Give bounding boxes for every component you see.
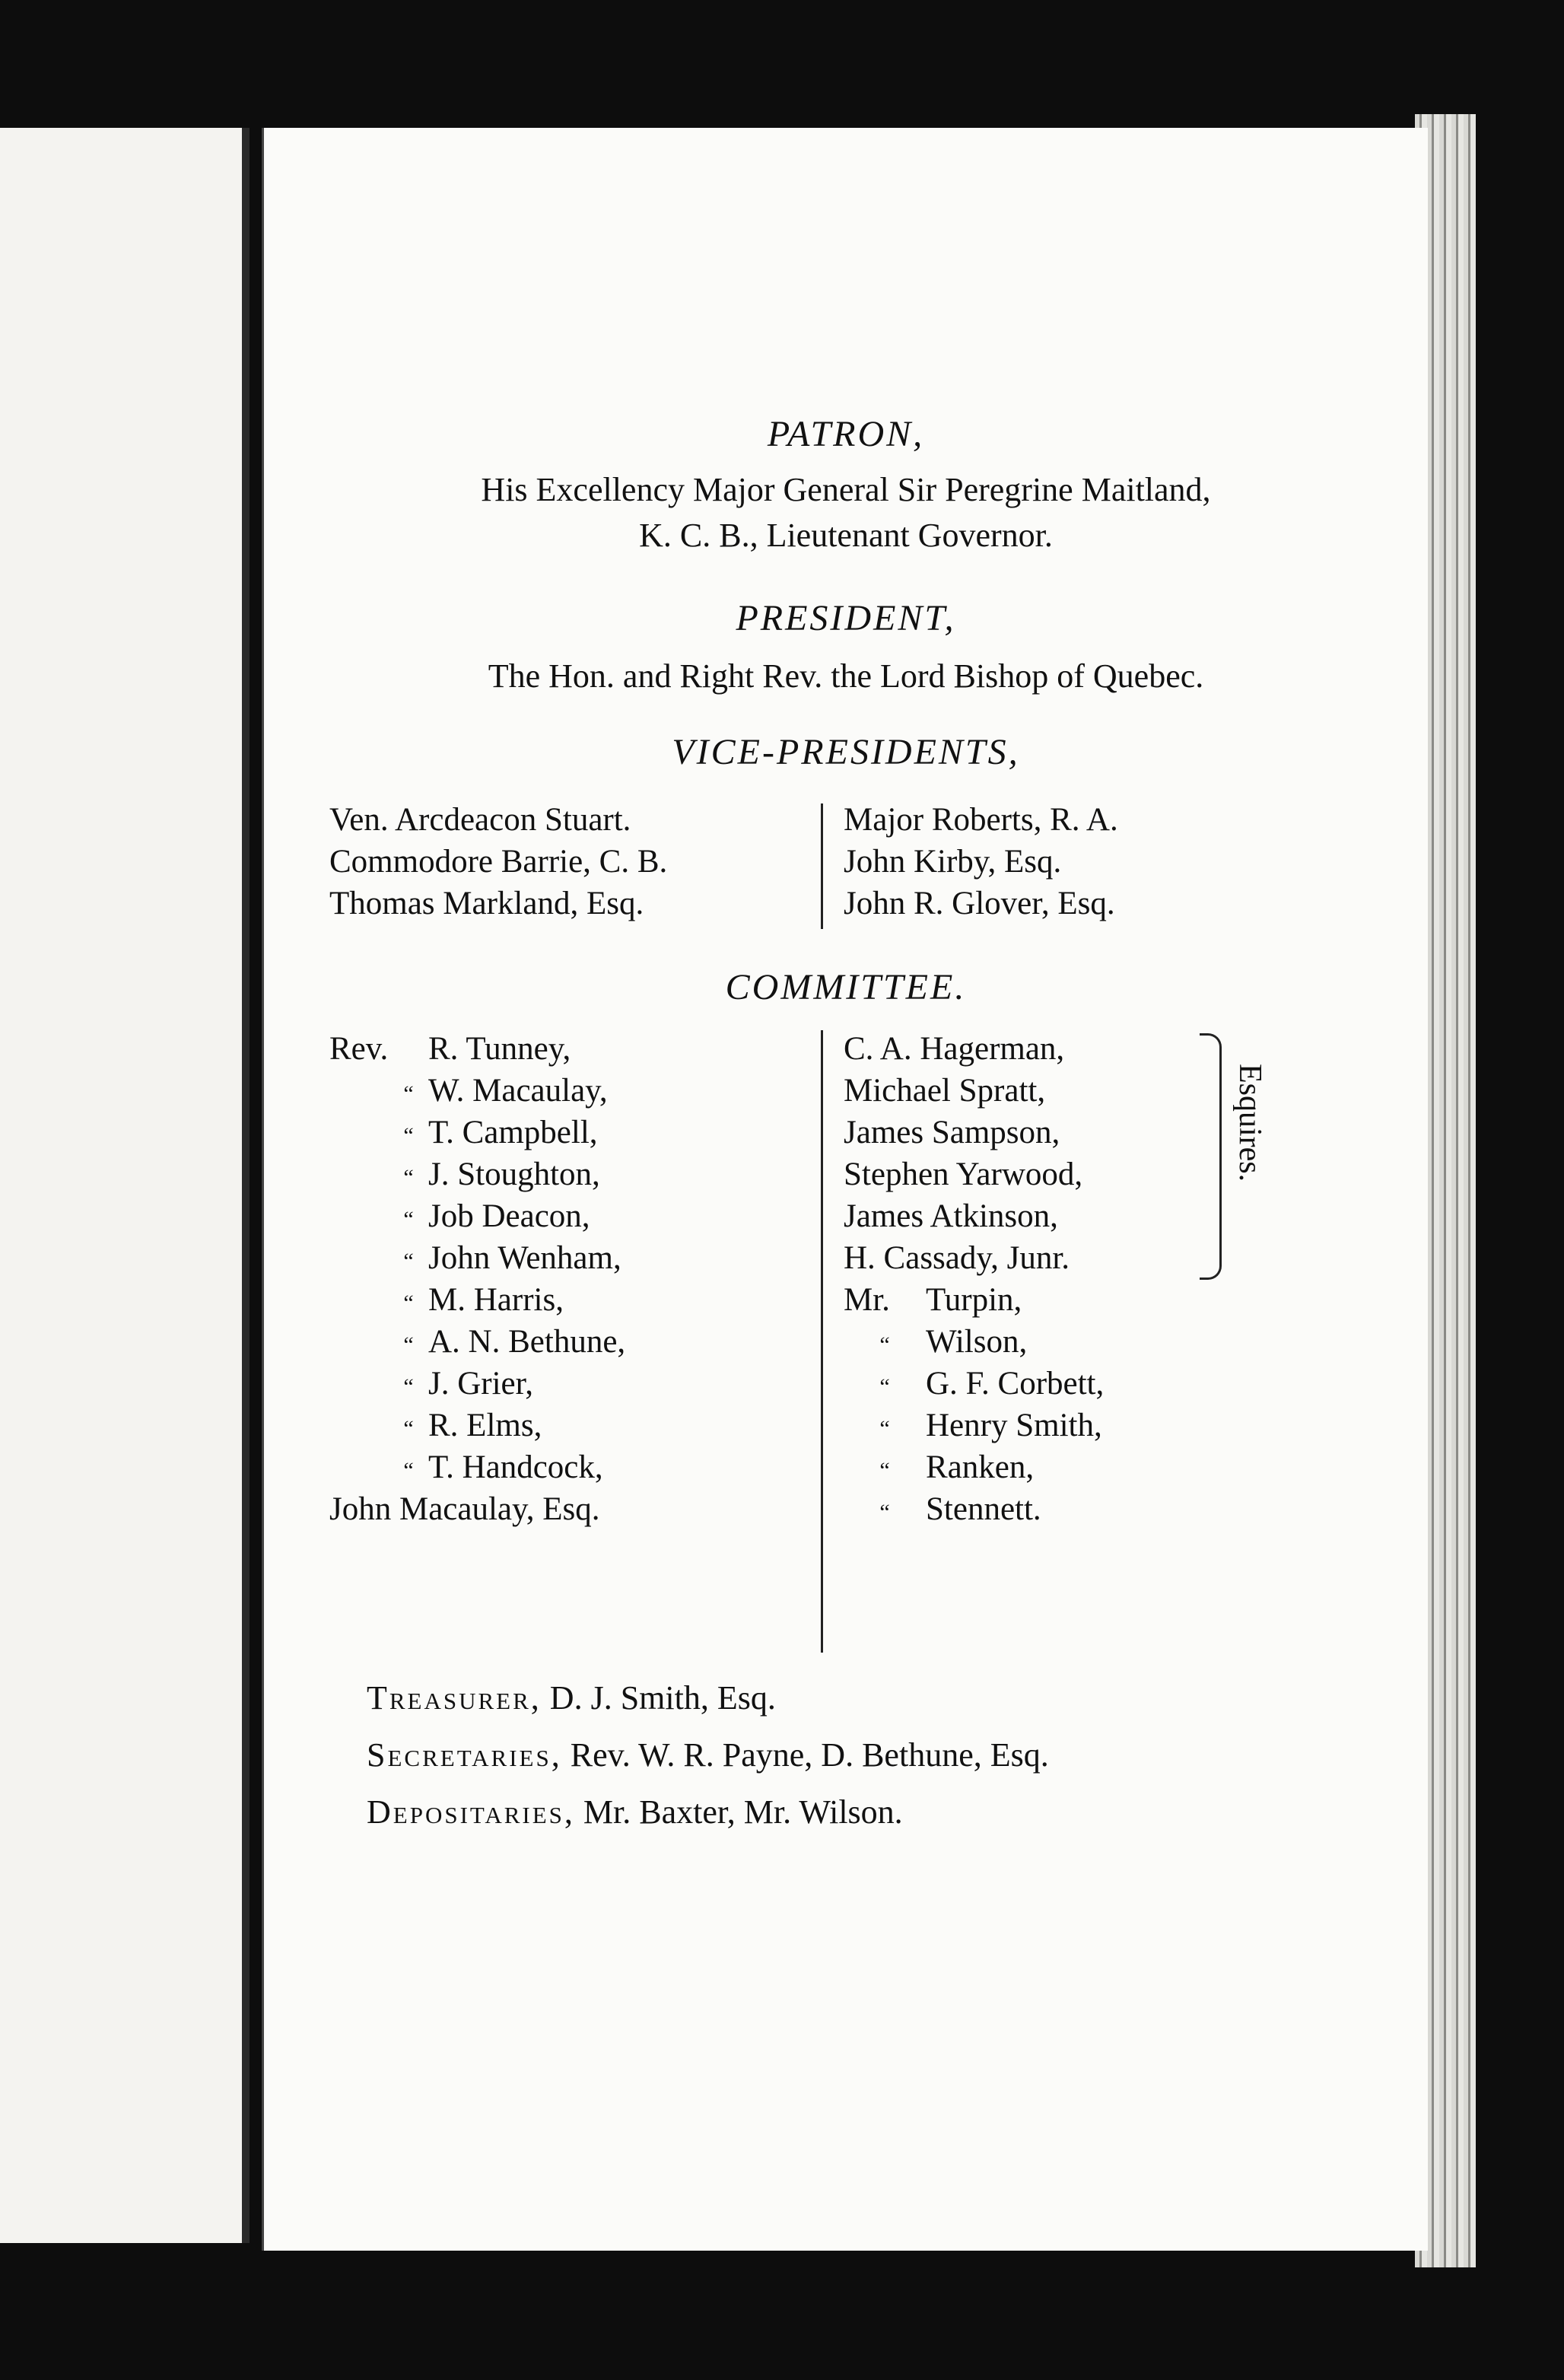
committee-entry: “ Job Deacon, (403, 1198, 590, 1234)
treasurer-line: Treasurer, D. J. Smith, Esq. (367, 1679, 776, 1717)
committee-entry: “ T. Handcock, (403, 1449, 603, 1485)
vice-president-entry: Commodore Barrie, C. B. (329, 844, 668, 880)
committee-entry: “ J. Stoughton, (403, 1157, 600, 1192)
committee-entry: Rev. R. Tunney, (329, 1031, 571, 1067)
committee-entry: James Atkinson, (844, 1198, 1058, 1234)
committee-entry: “ T. Campbell, (403, 1115, 598, 1150)
committee-entry: James Sampson, (844, 1115, 1060, 1150)
vice-president-entry: Ven. Arcdeacon Stuart. (329, 802, 631, 838)
committee-entry: Stephen Yarwood, (844, 1157, 1083, 1192)
committee-left (329, 1028, 625, 1530)
president-heading: PRESIDENT, (736, 598, 956, 638)
committee-entry: “ Henry Smith, (879, 1408, 1102, 1443)
committee-entry: “ Stennett. (879, 1491, 1041, 1527)
committee-heading: COMMITTEE. (725, 967, 967, 1007)
committee-entry: “ R. Elms, (403, 1408, 542, 1443)
committee-entry: “ W. Macaulay, (403, 1073, 608, 1109)
vice-presidents-heading: VICE-PRESIDENTS, (672, 732, 1020, 772)
secretaries-line: Secretaries, Rev. W. R. Payne, D. Bethune, Esq. (367, 1736, 1049, 1774)
committee-entry: John Macaulay, Esq. (329, 1491, 600, 1527)
committee-entry: H. Cassady, Junr. (844, 1240, 1070, 1276)
committee-entry: Mr. Turpin, (844, 1282, 1022, 1318)
vice-president-entry: John R. Glover, Esq. (844, 886, 1115, 921)
committee-entry: “ M. Harris, (403, 1282, 564, 1318)
committee-entry: “ John Wenham, (403, 1240, 621, 1276)
facing-page (0, 128, 250, 2243)
depositaries-line: Depositaries, Mr. Baxter, Mr. Wilson. (367, 1793, 903, 1831)
vice-presidents-right (844, 799, 1118, 924)
president-line: The Hon. and Right Rev. the Lord Bishop of Quebec. (488, 657, 1204, 695)
patron-line-1: His Excellency Major General Sir Peregrine Maitland, (481, 471, 1211, 508)
document-page (262, 128, 1428, 2251)
vice-president-entry: John Kirby, Esq. (844, 844, 1062, 880)
column-divider (821, 803, 823, 929)
committee-right (844, 1028, 1104, 1530)
committee-entry: Michael Spratt, (844, 1073, 1046, 1109)
committee-entry: “ G. F. Corbett, (879, 1366, 1105, 1402)
patron-line-2: K. C. B., Lieutenant Governor. (639, 517, 1053, 554)
committee-entry: “ J. Grier, (403, 1366, 533, 1402)
patron-heading: PATRON, (767, 414, 925, 454)
committee-entry: “ Wilson, (879, 1324, 1028, 1360)
esquires-label: Esquires. (1232, 1064, 1267, 1182)
vice-presidents-left (329, 799, 667, 924)
committee-entry: C. A. Hagerman, (844, 1031, 1065, 1067)
vice-president-entry: Thomas Markland, Esq. (329, 886, 644, 921)
committee-entry: “ A. N. Bethune, (403, 1324, 626, 1360)
column-divider (821, 1030, 823, 1653)
committee-entry: “ Ranken, (879, 1449, 1035, 1485)
vice-president-entry: Major Roberts, R. A. (844, 802, 1118, 838)
esquires-brace (1200, 1033, 1222, 1280)
